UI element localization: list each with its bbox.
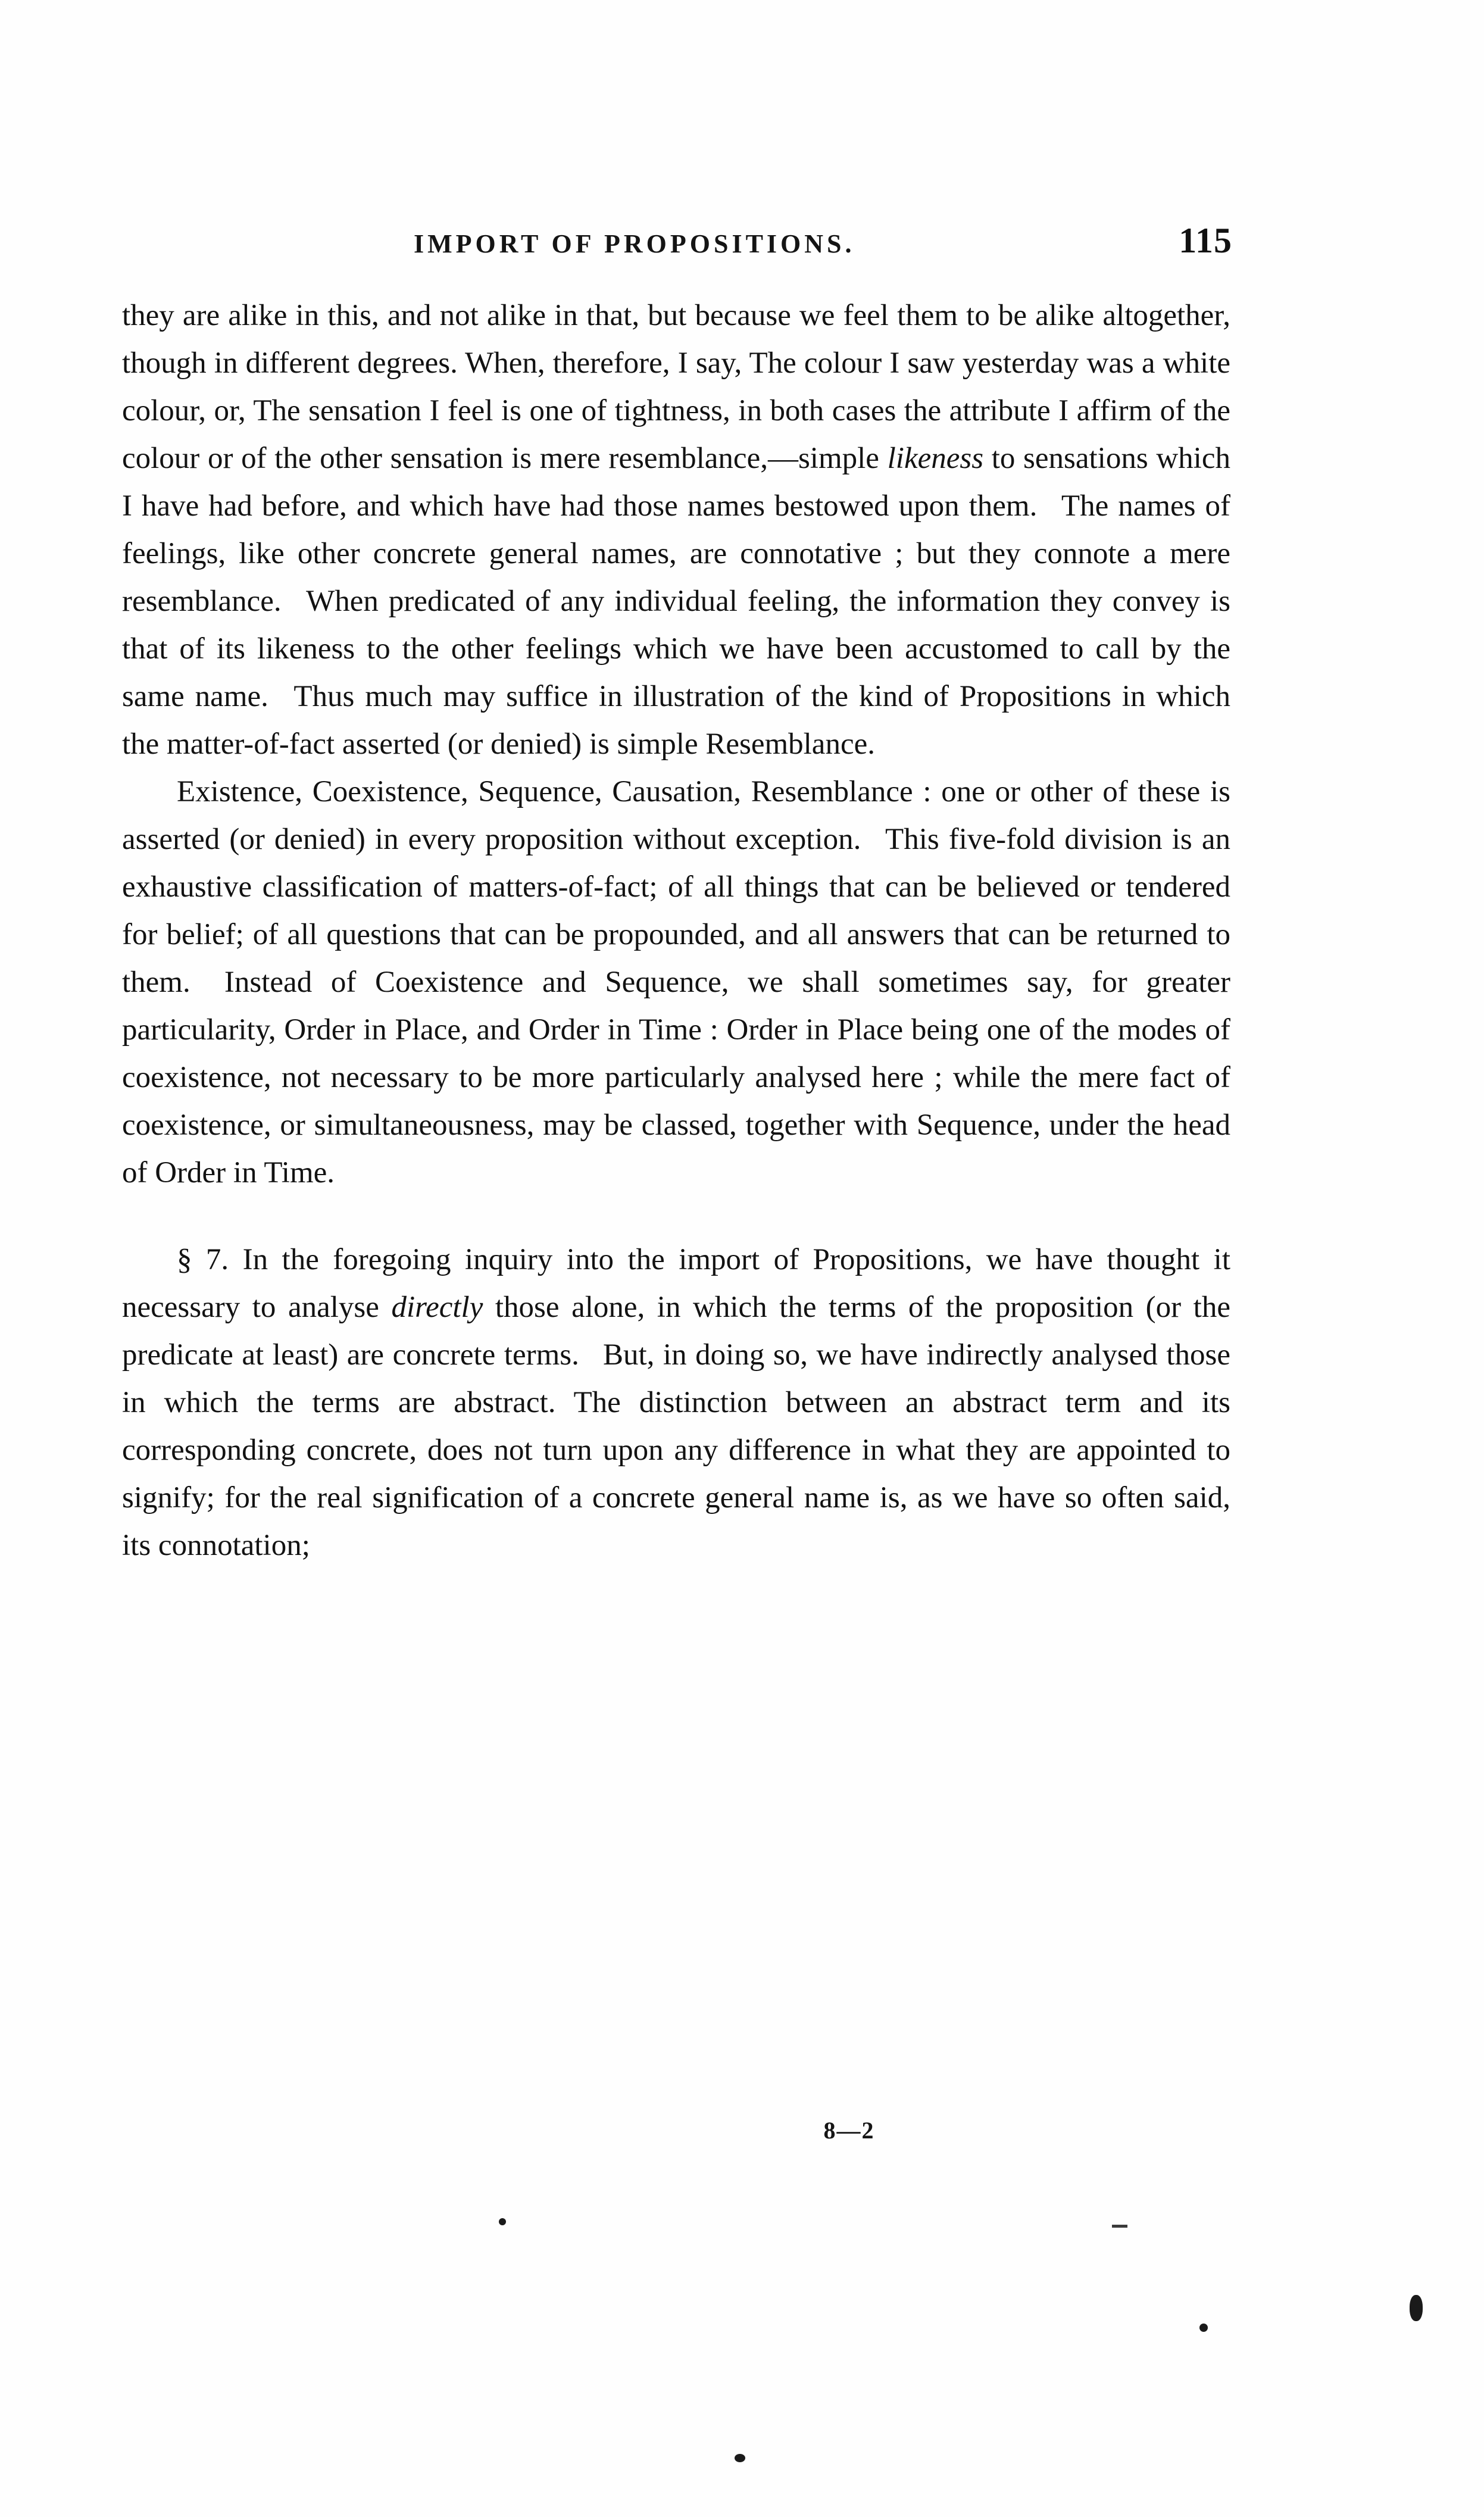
page-number: 115 bbox=[1179, 221, 1232, 260]
running-head: IMPORT OF PROPOSITIONS. bbox=[414, 229, 855, 258]
paragraph-2: Existence, Coexistence, Sequence, Causation, Resemblance : one or other of these is asserted (or denied) in every proposition without exception. This five-fold division is an exhaustive classification of matters-of-fact; of all things that can be believed or tendered for belief; of all questions that can be propounded, and all answers that can be returned to them. Instead of Coexistence and Sequence, we shall sometimes say, for greater particularity, Order in Place, and Order in Time : Order in Place being one of the modes of coexistence, not necessary to be more particularly analysed here ; while the mere fact of coexistence, or simultaneousness, may be classed, together with Sequence, under the head of Order in Time. bbox=[122, 775, 1230, 1189]
page-speck bbox=[499, 2218, 506, 2225]
page-speck bbox=[735, 2454, 745, 2462]
signature-mark: 8—2 bbox=[823, 2117, 875, 2144]
page-speck bbox=[1199, 2324, 1208, 2332]
paragraph-3: § 7. In the foregoing inquiry into the import of Propositions, we have thought it necessary to analyse directly those alone, in which the terms of the proposition (or the predicate at least) are concrete terms. But, in doing so, we have indirectly analysed those in which the terms are abstract. The distinction between an abstract term and its corresponding concrete, does not turn upon any difference in what they are appointed to signify; for the real signification of a concrete general name is, as we have so often said, its connotation; bbox=[122, 1243, 1230, 1562]
paragraph-1: they are alike in this, and not alike in that, but because we feel them to be alike altogether, though in different degrees. When, therefore, I say, The colour I saw yesterday was a white colour, or, The sensation I feel is one of tightness, in both cases the attribute I affirm of the colour or of the other sensation is mere resemblance,—simple likeness to sensations which I have had before, and which have had those names bestowed upon them. The names of feelings, like other concrete general names, are connotative ; but they connote a mere resemblance. When predicated of any individual feeling, the information they convey is that of its likeness to the other feelings which we have been accustomed to call by the same name. Thus much may suffice in illustration of the kind of Propositions in which the matter-of-fact asserted (or denied) is simple Resemblance. bbox=[122, 299, 1230, 761]
page-header bbox=[122, 220, 1232, 261]
page-speck bbox=[1410, 2295, 1423, 2321]
emphasis-text: directly bbox=[391, 1291, 483, 1324]
emphasis-text: likeness bbox=[887, 442, 984, 475]
paragraph-spacer bbox=[122, 1197, 1230, 1236]
page-body bbox=[122, 292, 1230, 1569]
page-speck bbox=[1112, 2225, 1127, 2228]
